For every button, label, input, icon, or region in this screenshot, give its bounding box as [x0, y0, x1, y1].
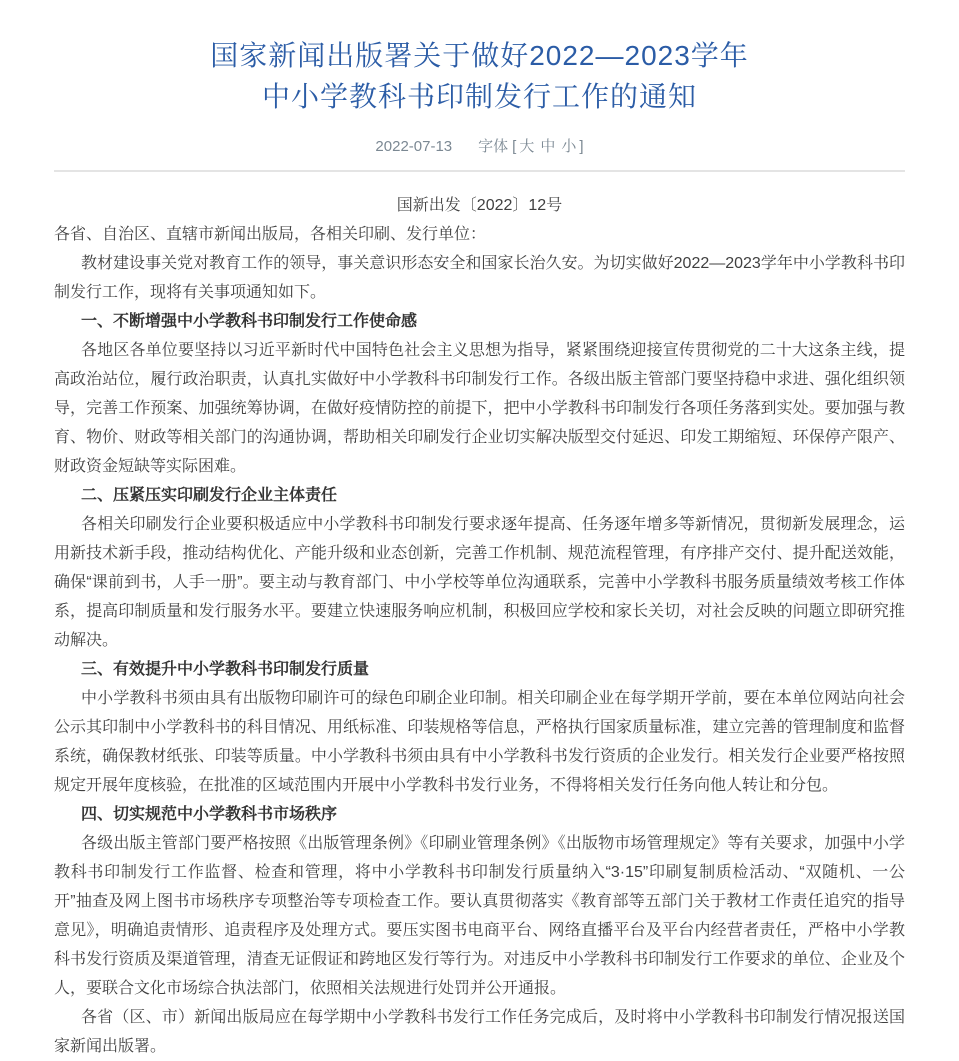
- closing-paragraph: 各省（区、市）新闻出版局应在每学期中小学教科书发行工作任务完成后，及时将中小学教科书印制发行情况报送国家新闻出版署。: [54, 1008, 905, 1055]
- page-title-line-1: 国家新闻出版署关于做好2022—2023学年: [210, 39, 749, 71]
- meta-bar: [54, 138, 905, 156]
- document-number: 国新出发〔2022〕12号: [396, 196, 563, 214]
- notice-article: [0, 19, 959, 1061]
- font-size-option-small[interactable]: 小: [561, 137, 577, 155]
- font-size-option-medium[interactable]: 中: [540, 137, 556, 155]
- section-4-paragraph: 各级出版主管部门要严格按照《出版管理条例》《印刷业管理条例》《出版物市场管理规定》等有关要求，加强中小学教科书印制发行工作监督、检查和管理，将中小学教科书印制发行质量纳入“3·15”印刷复制质检活动、“双随机、一公开”抽查及网上图书市场秩序专项整治等专项检查工作。要认真贯彻落实《教育部等五部门关于教材工作责任追究的指导意见》，明确追责情形、追责程序及处理方式。要压实图书电商平台、网络直播平台及平台内经营者责任，严格中小学教科书发行资质及渠道管理，清查无证假证和跨地区发行等行为。对违反中小学教科书印制发行工作要求的单位、企业及个人，要联合文化市场综合执法部门，依照相关法规进行处罚并公开通报。: [54, 834, 905, 997]
- section-1-heading: 一、不断增强中小学教科书印制发行工作使命感: [81, 312, 418, 330]
- document-body: [54, 220, 905, 1061]
- section-1-paragraph: 各地区各单位要坚持以习近平新时代中国特色社会主义思想为指导，紧紧围绕迎接宣传贯彻党的二十大这条主线，提高政治站位，履行政治职责，认真扎实做好中小学教科书印制发行工作。各级出版主管部门要坚持稳中求进、强化组织领导，完善工作预案、加强统筹协调，在做好疫情防控的前提下，把中小学教科书印制发行各项任务落到实处。要加强与教育、物价、财政等相关部门的沟通协调，帮助相关印刷发行企业切实解决版型交付延迟、印发工期缩短、环保停产限产、财政资金短缺等实际困难。: [54, 341, 905, 475]
- font-size-option-large[interactable]: 大: [519, 137, 535, 155]
- font-size-bracket-close: ]: [579, 137, 584, 155]
- publish-date: 2022-07-13: [375, 137, 453, 155]
- intro-paragraph: 教材建设事关党对教育工作的领导，事关意识形态安全和国家长治久安。为切实做好2022—2023学年中小学教科书印制发行工作，现将有关事项通知如下。: [54, 254, 905, 301]
- section-3-heading: 三、有效提升中小学教科书印制发行质量: [81, 660, 370, 678]
- section-2-heading: 二、压紧压实印刷发行企业主体责任: [81, 486, 338, 504]
- section-3-paragraph: 中小学教科书须由具有出版物印刷许可的绿色印刷企业印制。相关印刷企业在每学期开学前，要在本单位网站向社会公示其印制中小学教科书的科目情况、用纸标准、印装规格等信息，严格执行国家质量标准，建立完善的管理制度和监督系统，确保教材纸张、印装等质量。中小学教科书须由具有中小学教科书发行资质的企业发行。相关发行企业要严格按照规定开展年度核验，在批准的区域范围内开展中小学教科书发行业务，不得将相关发行任务向他人转让和分包。: [54, 689, 905, 794]
- page-title: [54, 19, 905, 117]
- font-size-bracket-open: [: [512, 137, 517, 155]
- section-2-paragraph: 各相关印刷发行企业要积极适应中小学教科书印制发行要求逐年提高、任务逐年增多等新情况，贯彻新发展理念，运用新技术新手段，推动结构优化、产能升级和业态创新，完善工作机制、规范流程管理，有序排产交付、提升配送效能，确保“课前到书，人手一册”。要主动与教育部门、中小学校等单位沟通联系，完善中小学教科书服务质量绩效考核工作体系，提高印制质量和发行服务水平。要建立快速服务响应机制，积极回应学校和家长关切，对社会反映的问题立即研究推动解决。: [54, 515, 905, 649]
- salutation: 各省、自治区、直辖市新闻出版局，各相关印刷、发行单位：: [54, 225, 487, 243]
- notice-page: [0, 19, 959, 1061]
- section-4-heading: 四、切实规范中小学教科书市场秩序: [81, 805, 338, 823]
- page-title-line-2: 中小学教科书印制发行工作的通知: [261, 80, 697, 112]
- font-size-label: 字体: [478, 137, 509, 155]
- header-divider: [54, 170, 905, 172]
